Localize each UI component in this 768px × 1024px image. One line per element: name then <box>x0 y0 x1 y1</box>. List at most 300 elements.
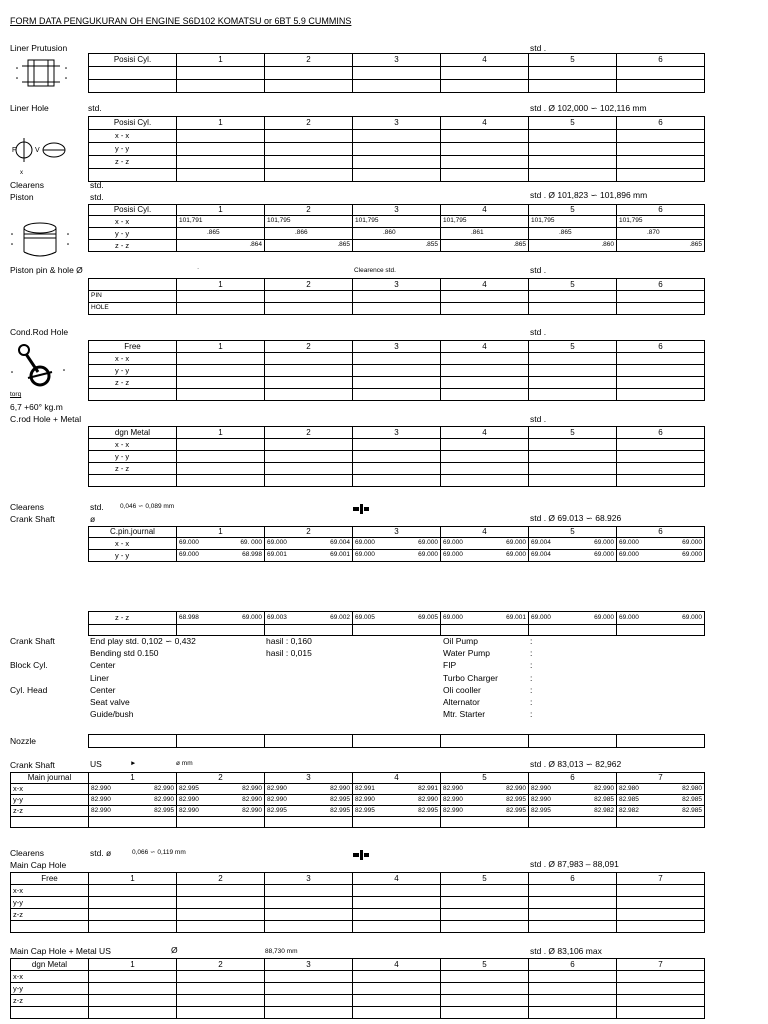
table-cell[interactable] <box>265 817 353 828</box>
table-cell[interactable] <box>265 169 353 182</box>
table-cell[interactable] <box>177 291 265 303</box>
table-cell[interactable] <box>265 885 353 897</box>
table-cell[interactable] <box>529 475 617 487</box>
table-cell[interactable] <box>353 885 441 897</box>
table-cell[interactable] <box>265 612 353 625</box>
table-cell[interactable] <box>529 463 617 475</box>
table-cell[interactable] <box>529 80 617 93</box>
table-cell[interactable] <box>529 995 617 1007</box>
table-cell[interactable] <box>265 303 353 315</box>
table-cell[interactable] <box>441 67 529 80</box>
table-cell[interactable] <box>353 612 441 625</box>
table-cell[interactable] <box>265 67 353 80</box>
table-cell[interactable] <box>177 463 265 475</box>
col-header: 6 <box>617 279 705 291</box>
col-header: 4 <box>353 773 441 784</box>
table-cell[interactable] <box>529 625 617 636</box>
table-cell[interactable] <box>89 995 177 1007</box>
table-cell[interactable] <box>265 625 353 636</box>
table-cell[interactable] <box>353 156 441 169</box>
table-cell[interactable]: .864 <box>177 240 265 252</box>
table-cell[interactable] <box>89 983 177 995</box>
table-cell[interactable] <box>617 439 705 451</box>
table-cell[interactable]: 101,795 <box>617 216 705 228</box>
table-cell[interactable]: .865 <box>617 240 705 252</box>
table-cell[interactable] <box>441 303 529 315</box>
table-cell[interactable] <box>441 353 529 365</box>
cell-value: 69.000 <box>619 539 639 547</box>
row-label: z-z <box>11 909 89 921</box>
table-cell[interactable] <box>441 921 529 933</box>
table-cell[interactable] <box>617 169 705 182</box>
table-cell[interactable] <box>441 538 529 550</box>
table-cell[interactable] <box>177 885 265 897</box>
table-cell[interactable] <box>89 784 177 795</box>
table-cell[interactable] <box>617 67 705 80</box>
table-cell[interactable] <box>11 921 89 933</box>
table-cell[interactable] <box>353 463 441 475</box>
table-cell[interactable] <box>617 130 705 143</box>
table-cell[interactable] <box>353 897 441 909</box>
table-cell[interactable] <box>617 983 705 995</box>
table-cell[interactable] <box>529 1007 617 1019</box>
row-label: y-y <box>11 795 89 806</box>
colon: : <box>530 673 533 683</box>
table-cell[interactable] <box>265 439 353 451</box>
table-cell[interactable] <box>177 377 265 389</box>
cell-value: 82.980 <box>619 784 639 792</box>
table-cell[interactable] <box>177 795 265 806</box>
cell-value: 82.995 <box>330 795 350 803</box>
table-cell[interactable] <box>89 897 177 909</box>
table-cell[interactable] <box>617 735 705 748</box>
table-cell[interactable] <box>353 439 441 451</box>
table-cell[interactable] <box>89 795 177 806</box>
table-cell[interactable] <box>617 909 705 921</box>
main-cap-metal-phi: Ø <box>171 945 178 955</box>
table-cell[interactable] <box>177 303 265 315</box>
table-cell[interactable] <box>265 377 353 389</box>
table-cell[interactable]: .860 <box>529 240 617 252</box>
table-header-cell: Main journal <box>11 773 89 784</box>
table-cell[interactable] <box>617 291 705 303</box>
table-cell[interactable] <box>617 156 705 169</box>
table-cell[interactable] <box>441 806 529 817</box>
cell-value: 69.000 <box>179 539 199 547</box>
table-cell[interactable] <box>617 817 705 828</box>
table-cell[interactable] <box>11 817 89 828</box>
table-cell[interactable] <box>353 735 441 748</box>
table-cell[interactable] <box>265 921 353 933</box>
table-cell[interactable] <box>529 291 617 303</box>
table-cell[interactable] <box>353 795 441 806</box>
cell-value: 69.000 <box>242 613 262 621</box>
table-cell[interactable] <box>265 538 353 550</box>
table-cell[interactable] <box>353 817 441 828</box>
table-cell[interactable] <box>529 451 617 463</box>
colon: : <box>530 709 533 719</box>
table-cell[interactable] <box>177 909 265 921</box>
table-cell[interactable] <box>529 156 617 169</box>
table-cell[interactable] <box>89 625 177 636</box>
table-cell[interactable] <box>353 1007 441 1019</box>
table-cell[interactable] <box>617 365 705 377</box>
table-cell[interactable] <box>529 130 617 143</box>
table-cell[interactable] <box>441 1007 529 1019</box>
main-cap-table <box>10 872 705 933</box>
table-cell[interactable]: .870 <box>617 228 705 240</box>
table-cell[interactable] <box>265 475 353 487</box>
table-cell[interactable] <box>529 817 617 828</box>
nozzle-table <box>88 734 705 748</box>
table-cell[interactable] <box>441 439 529 451</box>
table-cell[interactable] <box>177 921 265 933</box>
nozzle-label: Nozzle <box>10 736 36 746</box>
table-cell[interactable] <box>617 885 705 897</box>
colon: : <box>530 660 533 670</box>
cell-value: 69.000 <box>506 551 526 559</box>
table-cell[interactable]: .861 <box>441 228 529 240</box>
col-header: 1 <box>89 873 177 885</box>
cell-value: 69.000 <box>355 551 375 559</box>
table-cell[interactable] <box>529 538 617 550</box>
table-cell[interactable] <box>529 735 617 748</box>
cell-value: 82.990 <box>267 795 287 803</box>
liner-hole-std-left: std. <box>88 103 102 113</box>
table-cell[interactable] <box>177 439 265 451</box>
table-cell[interactable] <box>89 971 177 983</box>
clearens-label: Clearens <box>10 180 45 190</box>
table-cell[interactable] <box>617 921 705 933</box>
end-play-result: hasil : 0,160 <box>266 636 312 646</box>
col-header: 6 <box>617 117 705 130</box>
table-cell[interactable] <box>265 983 353 995</box>
row-label: x - x <box>89 216 177 228</box>
table-cell[interactable] <box>441 784 529 795</box>
table-cell[interactable] <box>177 475 265 487</box>
table-cell[interactable] <box>617 143 705 156</box>
row-label: z-z <box>11 806 89 817</box>
table-cell[interactable] <box>529 784 617 795</box>
table-cell[interactable] <box>617 389 705 401</box>
guide-bush: Guide/bush <box>90 709 134 719</box>
table-cell[interactable] <box>617 303 705 315</box>
table-cell[interactable] <box>265 291 353 303</box>
table-cell[interactable] <box>353 303 441 315</box>
table-cell[interactable] <box>177 995 265 1007</box>
liner-prutusion-std: std . <box>530 43 547 53</box>
crank2-label: Crank Shaft <box>10 760 55 770</box>
table-cell[interactable] <box>617 451 705 463</box>
table-cell[interactable] <box>353 909 441 921</box>
table-cell[interactable] <box>89 921 177 933</box>
table-cell[interactable] <box>177 817 265 828</box>
row-label: PIN <box>89 291 177 303</box>
table-cell[interactable] <box>441 983 529 995</box>
table-cell[interactable] <box>441 795 529 806</box>
col-header: 4 <box>441 427 529 439</box>
cell-value: 69.000 <box>619 613 639 621</box>
table-cell[interactable] <box>265 971 353 983</box>
table-cell[interactable] <box>177 451 265 463</box>
col-header: 5 <box>529 427 617 439</box>
table-cell[interactable] <box>177 784 265 795</box>
table-cell[interactable] <box>441 156 529 169</box>
table-cell[interactable] <box>529 795 617 806</box>
table-cell[interactable] <box>441 169 529 182</box>
table-cell[interactable] <box>89 817 177 828</box>
cell-value: 82.990 <box>267 784 287 792</box>
table-cell[interactable] <box>441 377 529 389</box>
table-cell[interactable] <box>265 143 353 156</box>
table-cell[interactable] <box>177 625 265 636</box>
cell-value: 69.004 <box>330 539 350 547</box>
table-cell[interactable]: .865 <box>177 228 265 240</box>
table-cell[interactable] <box>353 80 441 93</box>
table-cell[interactable] <box>353 169 441 182</box>
table-cell[interactable] <box>441 143 529 156</box>
table-cell[interactable] <box>617 971 705 983</box>
table-cell[interactable] <box>529 439 617 451</box>
cell-value: 82.990 <box>91 784 111 792</box>
table-cell[interactable] <box>177 67 265 80</box>
table-cell[interactable] <box>529 971 617 983</box>
table-cell[interactable] <box>89 389 177 401</box>
table-cell[interactable] <box>529 67 617 80</box>
table-cell[interactable] <box>353 995 441 1007</box>
table-cell[interactable] <box>265 897 353 909</box>
table-cell[interactable] <box>529 983 617 995</box>
table-cell[interactable] <box>529 377 617 389</box>
table-cell[interactable] <box>89 735 177 748</box>
table-cell[interactable] <box>353 365 441 377</box>
table-cell[interactable] <box>89 806 177 817</box>
table-cell[interactable] <box>353 806 441 817</box>
arrow-right-icon: ► <box>130 760 137 767</box>
table-cell[interactable]: 101,795 <box>529 216 617 228</box>
cell-value: 82.982 <box>594 806 614 814</box>
row-label: z - z <box>89 240 177 252</box>
cell-value: 82.990 <box>91 806 111 814</box>
table-cell[interactable] <box>441 389 529 401</box>
col-header: 1 <box>177 54 265 67</box>
table-cell[interactable] <box>441 995 529 1007</box>
table-cell[interactable] <box>441 130 529 143</box>
table-cell[interactable] <box>177 1007 265 1019</box>
table-cell[interactable] <box>617 806 705 817</box>
table-cell[interactable] <box>265 550 353 562</box>
table-cell[interactable] <box>89 1007 177 1019</box>
table-cell[interactable] <box>617 1007 705 1019</box>
table-cell[interactable] <box>529 921 617 933</box>
table-cell[interactable] <box>177 806 265 817</box>
table-cell[interactable] <box>441 897 529 909</box>
col-header: 6 <box>617 54 705 67</box>
cell-value: 82.991 <box>355 784 375 792</box>
table-header-cell: C.pin.journal <box>89 527 177 538</box>
table-cell[interactable] <box>353 377 441 389</box>
cell-value: 82.982 <box>619 806 639 814</box>
clearens-label-3: Clearens <box>10 848 45 858</box>
table-cell[interactable] <box>265 995 353 1007</box>
table-cell[interactable] <box>89 885 177 897</box>
table-cell[interactable]: .865 <box>529 228 617 240</box>
table-cell[interactable] <box>177 389 265 401</box>
table-cell[interactable]: .865 <box>441 240 529 252</box>
table-cell[interactable] <box>353 971 441 983</box>
table-cell[interactable]: .866 <box>265 228 353 240</box>
table-cell[interactable] <box>177 983 265 995</box>
cell-value: 69.000 <box>506 539 526 547</box>
table-cell[interactable] <box>265 353 353 365</box>
table-cell[interactable] <box>89 475 177 487</box>
table-cell[interactable] <box>441 885 529 897</box>
page-title: FORM DATA PENGUKURAN OH ENGINE S6D102 KOMATSU or 6BT 5.9 CUMMINS <box>10 16 352 26</box>
table-cell[interactable] <box>617 475 705 487</box>
table-cell[interactable] <box>441 971 529 983</box>
table-cell[interactable] <box>265 806 353 817</box>
liner-hole-icon <box>10 130 70 174</box>
col-header: 3 <box>353 279 441 291</box>
table-cell[interactable] <box>617 377 705 389</box>
table-cell[interactable] <box>265 784 353 795</box>
table-cell[interactable] <box>353 143 441 156</box>
table-cell[interactable] <box>89 909 177 921</box>
table-cell[interactable]: 101,795 <box>441 216 529 228</box>
table-cell[interactable]: .865 <box>265 240 353 252</box>
table-cell[interactable] <box>529 550 617 562</box>
table-cell[interactable] <box>441 817 529 828</box>
table-cell[interactable] <box>353 389 441 401</box>
table-cell[interactable] <box>265 451 353 463</box>
table-cell[interactable] <box>529 303 617 315</box>
table-cell[interactable] <box>177 130 265 143</box>
table-cell[interactable]: 101,791 <box>177 216 265 228</box>
table-cell[interactable] <box>353 475 441 487</box>
liner-hole-table <box>88 116 705 182</box>
col-header: 2 <box>177 873 265 885</box>
table-cell[interactable] <box>441 475 529 487</box>
table-cell[interactable]: .860 <box>353 228 441 240</box>
table-cell[interactable] <box>617 625 705 636</box>
table-cell[interactable] <box>265 1007 353 1019</box>
table-cell[interactable] <box>11 1007 89 1019</box>
table-cell[interactable] <box>89 80 177 93</box>
crank-pin-table <box>88 526 705 562</box>
table-cell[interactable] <box>177 735 265 748</box>
table-cell[interactable] <box>265 156 353 169</box>
col-header: 1 <box>177 341 265 353</box>
table-cell[interactable] <box>529 353 617 365</box>
table-cell[interactable] <box>177 365 265 377</box>
table-cell[interactable] <box>529 143 617 156</box>
table-cell[interactable] <box>353 353 441 365</box>
table-cell[interactable] <box>617 80 705 93</box>
table-cell[interactable] <box>441 463 529 475</box>
table-cell[interactable] <box>441 365 529 377</box>
cell-value: 82.995 <box>418 806 438 814</box>
table-cell[interactable] <box>177 156 265 169</box>
table-cell[interactable] <box>265 735 353 748</box>
table-cell[interactable] <box>177 550 265 562</box>
table-cell[interactable] <box>617 995 705 1007</box>
table-cell[interactable] <box>529 612 617 625</box>
table-cell[interactable] <box>617 463 705 475</box>
table-cell[interactable] <box>177 612 265 625</box>
table-cell[interactable] <box>617 784 705 795</box>
table-cell[interactable] <box>617 612 705 625</box>
water-pump: Water Pump <box>443 648 490 658</box>
table-cell[interactable] <box>265 795 353 806</box>
table-cell[interactable] <box>353 921 441 933</box>
table-cell[interactable] <box>177 971 265 983</box>
table-cell[interactable] <box>617 795 705 806</box>
table-cell[interactable] <box>353 784 441 795</box>
table-cell[interactable] <box>441 735 529 748</box>
table-cell[interactable] <box>177 538 265 550</box>
table-cell[interactable] <box>617 550 705 562</box>
table-cell[interactable] <box>265 909 353 921</box>
table-cell[interactable] <box>617 538 705 550</box>
col-header: 2 <box>177 773 265 784</box>
table-cell[interactable] <box>441 80 529 93</box>
table-cell[interactable]: .855 <box>353 240 441 252</box>
table-cell[interactable] <box>617 353 705 365</box>
table-cell[interactable] <box>177 897 265 909</box>
table-cell[interactable] <box>441 550 529 562</box>
table-cell[interactable] <box>177 143 265 156</box>
table-cell[interactable] <box>353 291 441 303</box>
table-cell[interactable] <box>441 909 529 921</box>
col-header: 2 <box>265 427 353 439</box>
table-cell[interactable] <box>353 983 441 995</box>
table-cell[interactable] <box>353 130 441 143</box>
table-cell[interactable] <box>265 463 353 475</box>
table-cell[interactable] <box>529 885 617 897</box>
table-cell[interactable] <box>441 291 529 303</box>
table-cell[interactable] <box>529 389 617 401</box>
table-cell[interactable] <box>265 365 353 377</box>
table-cell[interactable] <box>529 169 617 182</box>
cell-value: 69.000 <box>355 539 375 547</box>
table-cell[interactable] <box>177 353 265 365</box>
table-cell[interactable] <box>529 806 617 817</box>
table-cell[interactable] <box>441 625 529 636</box>
table-cell[interactable] <box>177 80 265 93</box>
table-cell[interactable] <box>529 909 617 921</box>
table-cell[interactable] <box>265 130 353 143</box>
table-cell[interactable] <box>353 625 441 636</box>
table-cell[interactable]: 101,795 <box>353 216 441 228</box>
table-cell[interactable] <box>353 451 441 463</box>
table-cell[interactable] <box>89 67 177 80</box>
table-cell[interactable]: 101,795 <box>265 216 353 228</box>
table-cell[interactable] <box>441 612 529 625</box>
table-cell[interactable] <box>353 67 441 80</box>
cell-value: 69.005 <box>355 613 375 621</box>
table-cell[interactable] <box>353 538 441 550</box>
table-cell[interactable] <box>353 550 441 562</box>
svg-text:F: F <box>12 147 17 154</box>
table-cell[interactable] <box>617 897 705 909</box>
cell-value: 69.000 <box>443 551 463 559</box>
table-cell[interactable] <box>441 451 529 463</box>
table-cell[interactable] <box>265 80 353 93</box>
table-cell[interactable] <box>177 169 265 182</box>
table-cell[interactable] <box>529 897 617 909</box>
table-cell[interactable] <box>529 365 617 377</box>
table-cell[interactable] <box>265 389 353 401</box>
